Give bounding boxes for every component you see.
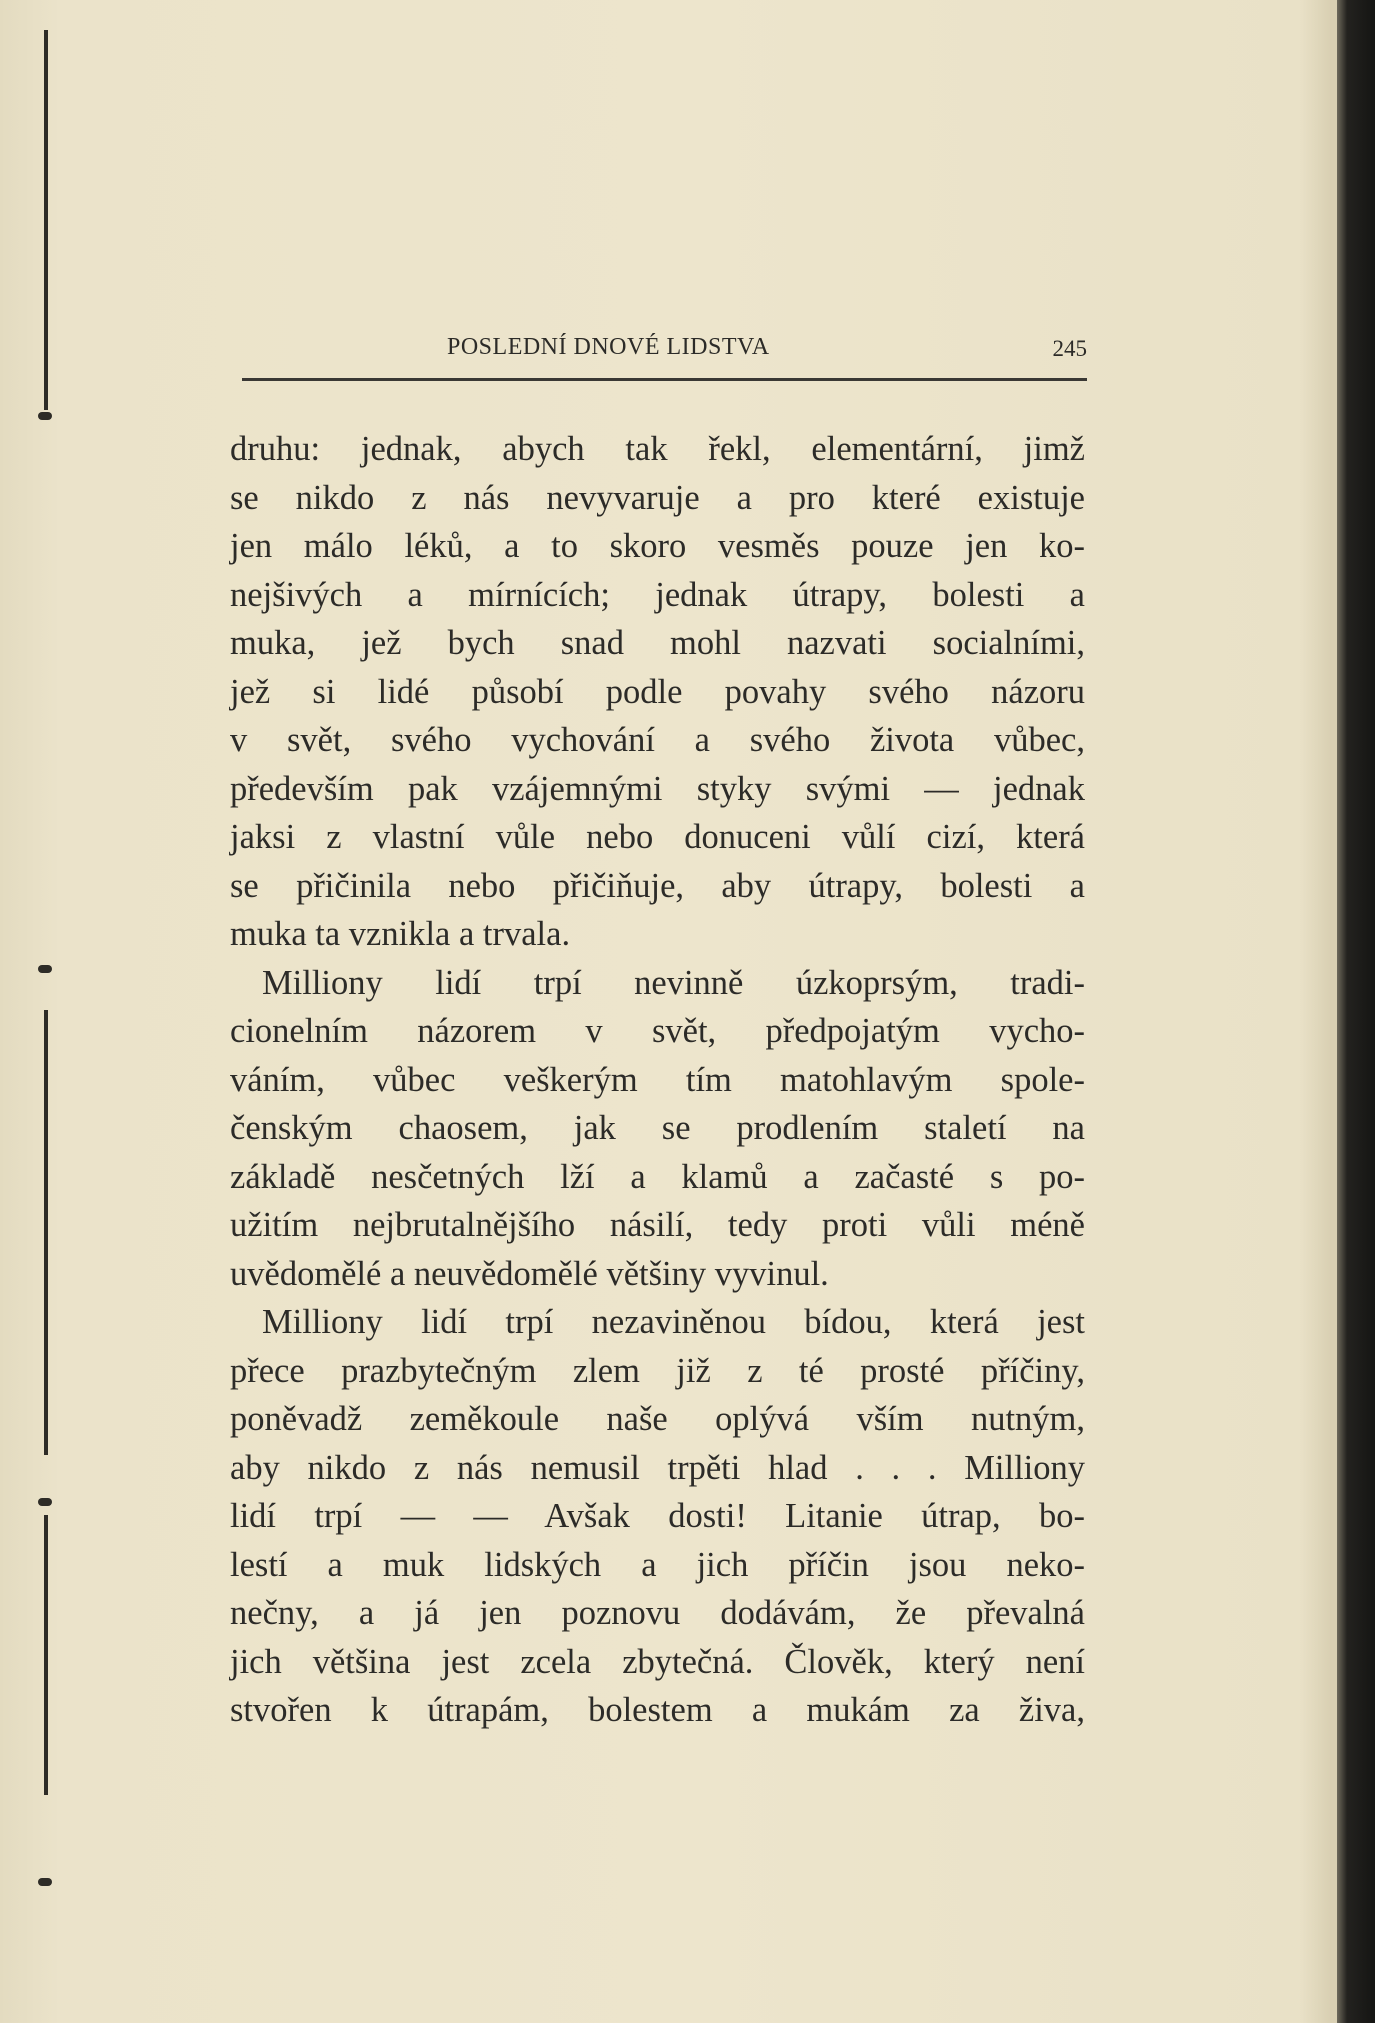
gutter-binding-mark <box>38 1878 52 1886</box>
text-line: čenským chaosem, jak se prodlením staletí na <box>230 1109 1085 1147</box>
text-line: v svět, svého vychování a svého života vůbec, <box>230 721 1085 759</box>
text-line: aby nikdo z nás nemusil trpěti hlad . . . Milliony <box>230 1448 1085 1487</box>
text-line: lidí trpí — — Avšak dosti! Litanie útrap, bo- <box>230 1497 1085 1535</box>
text-line: jen málo léků, a to skoro vesměs pouze jen ko- <box>230 527 1085 565</box>
text-line: přece prazbytečným zlem již z té prosté příčiny, <box>230 1351 1085 1390</box>
text-line: lestí a muk lidských a jich příčin jsou neko- <box>230 1545 1085 1584</box>
text-line: Milliony lidí trpí nezaviněnou bídou, která jest <box>262 1303 1085 1341</box>
gutter-binding-mark <box>38 965 52 973</box>
text-line: užitím nejbrutalnějšího násilí, tedy proti vůli méně <box>230 1206 1085 1244</box>
page-header <box>242 328 1087 381</box>
gutter-binding-line-lower <box>44 1515 48 1795</box>
text-line: nečny, a já jen poznovu dodávám, že převalná <box>230 1594 1085 1632</box>
text-line: nejšivých a mírnících; jednak útrapy, bolesti a <box>230 575 1085 614</box>
text-line: se přičinila nebo přičiňuje, aby útrapy, bolesti a <box>230 866 1085 905</box>
text-line: stvořen k útrapám, bolestem a mukám za živa, <box>230 1691 1085 1729</box>
text-line: poněvadž zeměkoule naše oplývá vším nutným, <box>230 1400 1085 1438</box>
running-title: POSLEDNÍ DNOVÉ LIDSTVA <box>447 334 770 360</box>
text-line: cionelním názorem v svět, předpojatým vycho- <box>230 1012 1085 1050</box>
text-line: Milliony lidí trpí nevinně úzkoprsým, tradi- <box>262 963 1085 1002</box>
gutter-binding-line-top <box>44 30 48 410</box>
gutter-binding-mark <box>38 412 52 420</box>
gutter-binding-mark <box>38 1498 52 1506</box>
text-line: muka ta vznikla a trvala. <box>230 915 571 953</box>
text-line: muka, jež bych snad mohl nazvati socialními, <box>230 624 1085 662</box>
text-line: váním, vůbec veškerým tím matohlavým spole- <box>230 1060 1085 1099</box>
gutter-binding-line-middle <box>44 1010 48 1455</box>
text-line: jež si lidé působí podle povahy svého názoru <box>230 672 1085 711</box>
text-line: jaksi z vlastní vůle nebo donuceni vůlí cizí, která <box>230 818 1085 856</box>
text-line: druhu: jednak, abych tak řekl, elementární, jimž <box>230 430 1085 468</box>
text-line: především pak vzájemnými styky svými — jednak <box>230 769 1085 808</box>
text-line: jich většina jest zcela zbytečná. Člověk, který není <box>230 1642 1085 1681</box>
body-text <box>230 425 1085 1735</box>
page-edge-shadow <box>1337 0 1375 2023</box>
page-number: 245 <box>1052 336 1087 361</box>
text-line: uvědomělé a neuvědomělé většiny vyvinul. <box>230 1254 829 1293</box>
text-line: se nikdo z nás nevyvaruje a pro které existuje <box>230 478 1085 517</box>
text-line: základě nesčetných lží a klamů a začasté s po- <box>230 1157 1085 1196</box>
